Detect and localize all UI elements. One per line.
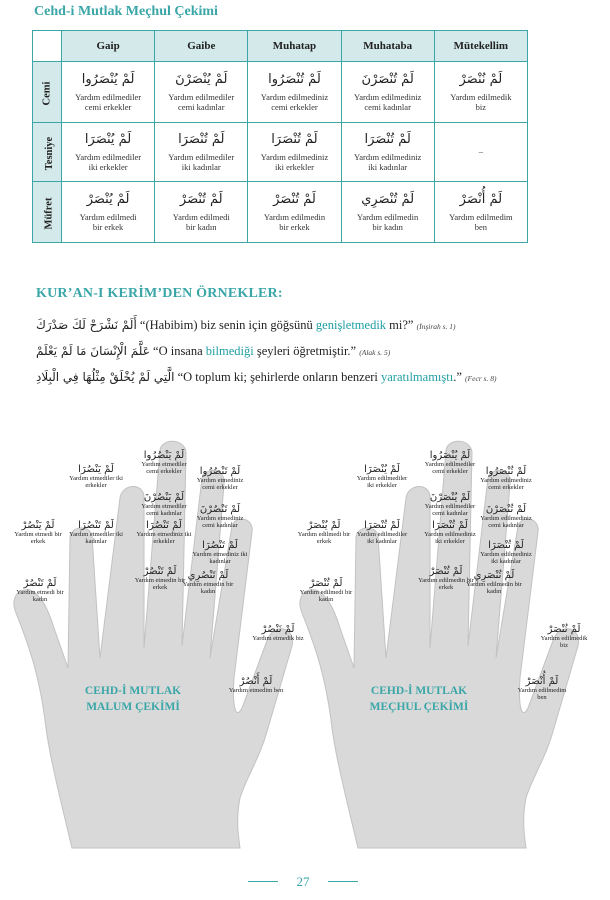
finger-translation: Yardım etmediler cemi erkekler [141,461,187,475]
turkish-translation: Yardım edilmediler iki kadınlar [168,152,235,172]
example-text: .” [453,370,462,384]
hand-finger-label [354,464,410,489]
quran-example [36,344,576,359]
finger-arabic-form: لَمْ تُنْصَرَا [488,540,524,551]
hand-finger-label [228,676,284,694]
table-cell [248,123,341,182]
turkish-translation: Yardım edilmediler cemi erkekler [75,92,142,112]
example-text: “(Habibim) biz senin için göğsünü [139,318,316,332]
finger-arabic-form: لَمْ يُنْصَرَا [364,464,400,475]
finger-arabic-form: لَمْ تَنْصُرْ [23,578,57,589]
table-row [33,123,528,182]
table-cell [62,62,155,123]
table-cell [434,182,527,243]
finger-arabic-form: لَمْ يَنْصُرَا [78,464,114,475]
hand-finger-label [478,504,534,529]
arabic-verse: الَّتِي لَمْ يُخْلَقْ مِثْلُهَا فِي الْبِلَادِ [36,370,175,384]
arabic-form: لَمْ يُنْصَرْنَ [175,72,228,87]
arabic-verse: أَلَمْ نَشْرَحْ لَكَ صَدْرَكَ [36,318,137,332]
table-row [33,62,528,123]
row-header-label: Tesniye [44,136,56,171]
palm-title-line: CEHD-İ MUTLAK [84,685,182,697]
arabic-form: لَمْ تُنْصَرْ [273,192,316,207]
arabic-form: لَمْ تُنْصَرْنَ [361,72,414,87]
highlighted-verb: genişletmedik [315,318,387,332]
column-header: Gaibe [155,31,248,62]
hand-finger-label [422,520,478,545]
finger-arabic-form: لَمْ تُنْصَرْ [429,566,463,577]
table-cell [248,182,341,243]
turkish-translation: Yardım edilmediniz cemi kadınlar [353,92,422,112]
finger-translation: Yardım edilmedin bir erkek [418,577,474,591]
table-cell [62,123,155,182]
hand-finger-label [68,520,124,545]
table-cell [155,62,248,123]
arabic-form: لَمْ يُنْصَرُوا [81,72,135,87]
finger-arabic-form: لَمْ تَنْصُرُوا [199,466,241,477]
finger-arabic-form: لَمْ تُنْصَرْنَ [485,504,527,515]
turkish-translation: Yardım edilmedi bir erkek [79,212,137,232]
finger-translation: Yardım edilmediniz cemi erkekler [480,477,532,491]
row-header [33,182,62,243]
finger-arabic-form: لَمْ يَنْصُرُوا [143,450,185,461]
finger-translation: Yardım etmedin bir kadın [182,581,234,595]
finger-arabic-form: لَمْ تُنْصَرِي [473,570,515,581]
hand-finger-label [536,624,592,649]
quran-example [36,370,576,385]
finger-translation: Yardım edilmedim ben [517,687,567,701]
finger-translation: Yardım etmediniz iki erkekler [136,531,192,545]
finger-translation: Yardım edilmediler iki kadınlar [356,531,408,545]
finger-arabic-form: لَمْ تَنْصُرِي [187,570,229,581]
hand-finger-label [192,504,248,529]
hand-finger-label [180,570,236,595]
arabic-form: لَمْ تُنْصَرِي [361,192,415,207]
turkish-translation: Yardım edilmedik biz [450,92,512,112]
finger-translation: Yardım etmedi bir kadın [16,589,64,603]
hand-finger-label [354,520,410,545]
finger-arabic-form: لَمْ يَنْصُرْنَ [143,492,185,503]
row-header-label: Müfret [43,197,55,230]
turkish-translation: – [478,146,483,157]
finger-arabic-form: لَمْ تُنْصَرَا [432,520,468,531]
finger-arabic-form: لَمْ يُنْصَرْ [307,520,341,531]
example-text: şeyleri öğretmiştir.” [253,344,357,358]
verse-reference: (Fecr s. 8) [465,374,497,383]
turkish-translation: Yardım edilmediler iki erkekler [75,152,142,172]
hand-finger-label [136,450,192,475]
example-text: “O toplum ki; şehirlerde onların benzeri [177,370,381,384]
arabic-form: لَمْ نُنْصَرْ [459,72,503,87]
palm-title-line: CEHD-İ MUTLAK [370,685,468,697]
hand-finger-label [192,466,248,491]
finger-translation: Yardım edilmedik biz [540,635,588,649]
table-cell [341,182,434,243]
example-text: “O insana [153,344,206,358]
right-palm-title [354,683,484,715]
finger-arabic-form: لَمْ نُنْصَرْ [547,624,581,635]
table-cell [434,123,527,182]
finger-translation: Yardım edilmediler iki erkekler [356,475,408,489]
finger-translation: Yardım etmediniz cemi kadınlar [196,515,244,529]
example-text: mi?” [386,318,414,332]
finger-translation: Yardım etmediniz cemi erkekler [196,477,244,491]
turkish-translation: Yardım edilmedin bir kadın [357,212,419,232]
hand-finger-label [514,676,570,701]
page-ornament-left [248,881,278,882]
finger-translation: Yardım etmediniz iki kadınlar [192,551,248,565]
palm-title-line: MALUM ÇEKİMİ [86,701,180,713]
row-header-label: Cemi [41,81,53,106]
finger-arabic-form: لَمْ يُنْصَرْنَ [429,492,471,503]
arabic-form: لَمْ تُنْصَرُوا [268,72,321,87]
left-palm-title [68,683,198,715]
table-cell [341,62,434,123]
finger-arabic-form: لَمْ تُنْصَرْ [309,578,343,589]
finger-arabic-form: لَمْ يَنْصُرْ [21,520,55,531]
table-cell [248,62,341,123]
section-title: Cehd-i Mutlak Meçhul Çekimi [34,4,218,19]
hand-finger-label [10,520,66,545]
page-ornament-right [328,881,358,882]
highlighted-verb: bilmediği [205,344,254,358]
arabic-form: لَمْ تُنْصَرَا [178,132,225,147]
turkish-translation: Yardım edilmediniz cemi erkekler [260,92,329,112]
finger-translation: Yardım etmedin bir erkek [134,577,186,591]
hand-finger-label [466,570,522,595]
hand-finger-label [192,540,248,565]
table-row [33,182,528,243]
finger-arabic-form: لَمْ تَنْصُرَا [146,520,182,531]
hand-finger-label [136,520,192,545]
turkish-translation: Yardım edilmediler cemi kadınlar [168,92,235,112]
finger-arabic-form: لَمْ تَنْصُرْنَ [199,504,241,515]
turkish-translation: Yardım edilmediniz iki erkekler [260,152,329,172]
finger-translation: Yardım edilmedi bir erkek [297,531,351,545]
finger-translation: Yardım edilmedi bir kadın [299,589,353,603]
turkish-translation: Yardım edilmedin bir erkek [263,212,326,232]
finger-translation: Yardım etmedi bir erkek [14,531,62,545]
conjugation-table [32,30,528,243]
page-number: 27 [296,874,310,889]
table-cell [434,62,527,123]
finger-arabic-form: لَمْ تَنْصُرَا [202,540,238,551]
arabic-form: لَمْ يُنْصَرَا [84,132,132,147]
turkish-translation: Yardım edilmedi bir kadın [172,212,230,232]
row-header [33,123,62,182]
finger-translation: Yardım etmediler iki kadınlar [69,531,123,545]
turkish-translation: Yardım edilmediniz iki kadınlar [353,152,422,172]
arabic-verse: عَلَّمَ الْإِنْسَانَ مَا لَمْ يَعْلَمْ [36,344,150,358]
row-header [33,62,62,123]
hand-finger-label [250,624,306,642]
column-header: Mütekellim [434,31,527,62]
hand-finger-label [422,450,478,475]
hand-finger-label [68,464,124,489]
column-header: Gaip [62,31,155,62]
hand-finger-label [478,540,534,565]
hand-finger-label [298,578,354,603]
finger-arabic-form: لَمْ تَنْصُرْ [143,566,177,577]
finger-arabic-form: لَمْ أَنْصُرْ [239,676,273,687]
finger-translation: Yardım edilmedin bir kadın [466,581,522,595]
palm-title-line: MEÇHUL ÇEKİMİ [369,701,469,713]
finger-arabic-form: لَمْ تَنْصُرَا [78,520,114,531]
hand-finger-label [136,492,192,517]
finger-translation: Yardım etmedik biz [252,635,304,642]
finger-translation: Yardım edilmediniz cemi kadınlar [480,515,532,529]
table-cell [62,182,155,243]
finger-translation: Yardım edilmediler cemi kadınlar [424,503,476,517]
finger-translation: Yardım etmedim ben [228,687,284,694]
table-cell [341,123,434,182]
quran-example [36,318,576,333]
arabic-form: لَمْ أُنْصَرْ [459,192,503,207]
examples-title: KUR’AN-I KERİM’DEN ÖRNEKLER: [36,286,283,301]
arabic-form: لَمْ تُنْصَرَا [271,132,318,147]
verse-reference: (Alak s. 5) [359,348,391,357]
hand-finger-label [296,520,352,545]
finger-arabic-form: لَمْ تُنْصَرَا [364,520,400,531]
verse-reference: (İnşirah s. 1) [416,322,456,331]
highlighted-verb: yaratılmamıştı [381,370,454,384]
column-header: Muhatap [248,31,341,62]
finger-translation: Yardım etmediler iki erkekler [69,475,123,489]
turkish-translation: Yardım edilmedim ben [449,212,513,232]
hand-finger-label [478,466,534,491]
arabic-form: لَمْ تُنْصَرْ [179,192,223,207]
finger-arabic-form: لَمْ أُنْصَرْ [525,676,559,687]
hand-finger-label [422,492,478,517]
finger-translation: Yardım edilmediniz iki kadınlar [480,551,532,565]
finger-arabic-form: لَمْ تُنْصَرُوا [485,466,527,477]
finger-arabic-form: لَمْ نَنْصُرْ [261,624,295,635]
finger-translation: Yardım edilmediler cemi erkekler [424,461,476,475]
table-corner [33,31,62,62]
finger-translation: Yardım edilmediniz iki erkekler [424,531,476,545]
hand-finger-label [12,578,68,603]
table-cell [155,123,248,182]
column-header: Muhataba [341,31,434,62]
arabic-form: لَمْ يُنْصَرْ [86,192,130,207]
finger-arabic-form: لَمْ يُنْصَرُوا [429,450,471,461]
table-cell [155,182,248,243]
finger-translation: Yardım etmediler cemi kadınlar [141,503,187,517]
arabic-form: لَمْ تُنْصَرَا [364,132,411,147]
